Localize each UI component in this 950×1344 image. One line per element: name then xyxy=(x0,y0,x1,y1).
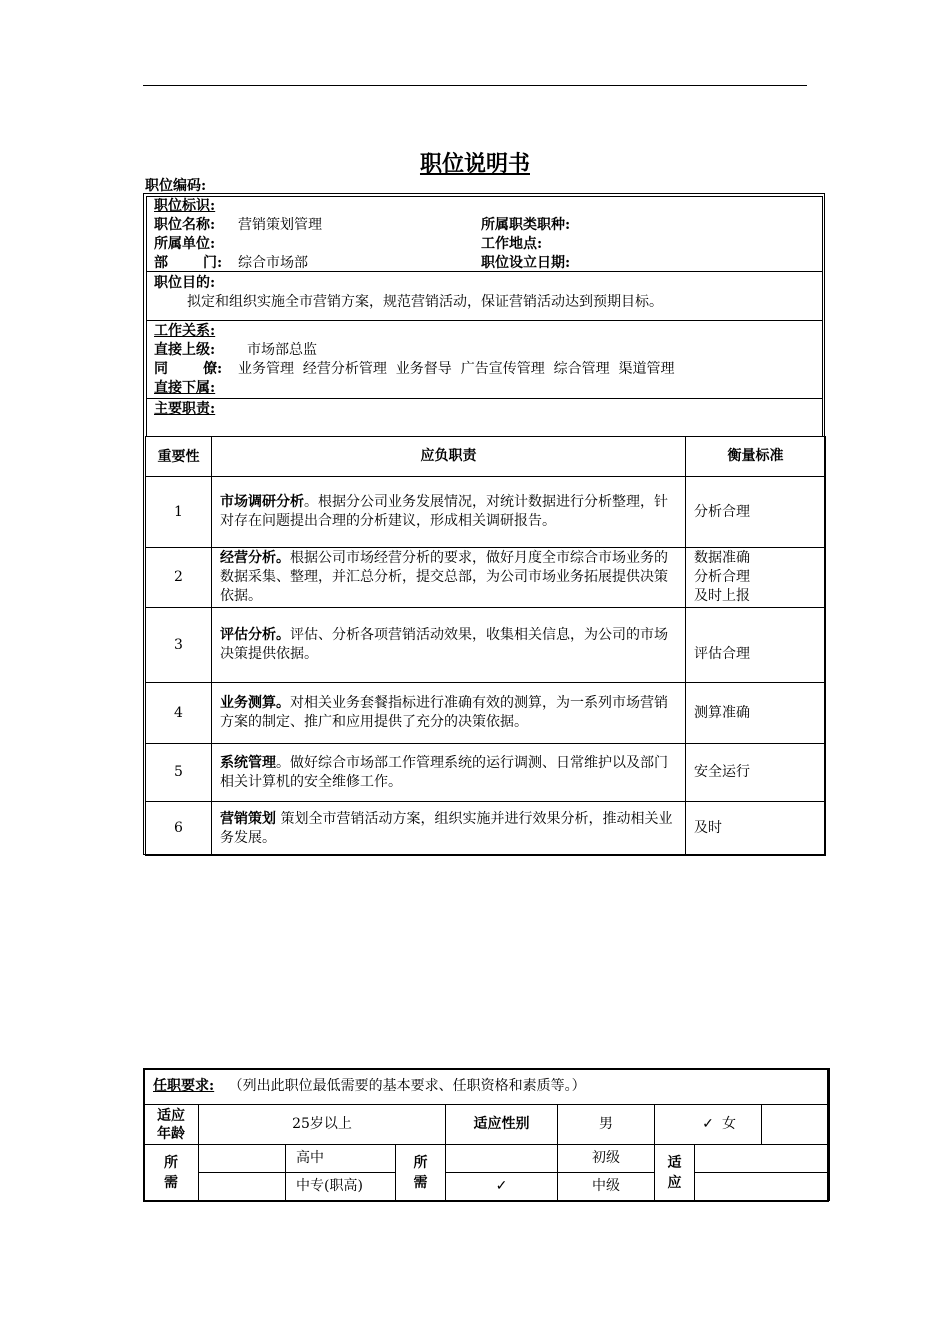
row-number: 3 xyxy=(146,608,212,683)
duty-lead: 评估分析。 xyxy=(220,627,290,643)
relations-label: 工作关系: xyxy=(154,323,216,339)
header-importance: 重要性 xyxy=(146,437,212,477)
duties-label: 主要职责: xyxy=(154,401,216,417)
superior-label: 直接上级: xyxy=(154,342,216,358)
row-number: 4 xyxy=(146,683,212,744)
level-middle: 中级 xyxy=(558,1173,655,1201)
duty-lead: 系统管理 xyxy=(220,754,276,771)
duty-cell xyxy=(212,608,686,683)
duty-cell xyxy=(212,548,686,608)
purpose-text: 拟定和组织实施全市营销方案，规范营销活动，保证营销活动达到预期目标。 xyxy=(187,294,663,310)
unit-label: 所属单位: xyxy=(154,236,216,252)
duty-text: 策划全市营销活动方案，组织实施并进行效果分析，推动相关业务发展。 xyxy=(220,810,673,846)
duty-lead: 营销策划 xyxy=(220,810,276,827)
subordinate-label: 直接下属: xyxy=(154,380,216,396)
duty-lead: 经营分析。 xyxy=(220,550,290,566)
standard-cell: 测算准确 xyxy=(686,683,826,744)
requirements-label: 任职要求: xyxy=(153,1078,215,1094)
age-label: 适应年龄 xyxy=(144,1105,199,1145)
requirements-note: （列出此职位最低需要的基本要求、任职资格和素质等。） xyxy=(228,1078,586,1094)
standard-cell: 评估合理 xyxy=(686,608,826,683)
female-label: 女 xyxy=(762,1105,830,1145)
duty-cell xyxy=(212,477,686,548)
suitable-label: 适应 xyxy=(655,1145,695,1201)
table-row xyxy=(146,802,826,856)
inner-left-border xyxy=(146,196,147,436)
needed-label-1: 所需 xyxy=(144,1145,199,1201)
table-row xyxy=(146,608,826,683)
divider-purpose xyxy=(146,320,822,321)
duty-text: 。做好综合市场部工作管理系统的运行调测、日常维护以及部门相关计算机的安全维修工作。 xyxy=(220,754,668,790)
standard-cell: 安全运行 xyxy=(686,744,826,802)
level-check: ✓ xyxy=(446,1173,558,1201)
header-standard: 衡量标准 xyxy=(686,437,826,477)
edu-high: 高中 xyxy=(286,1145,396,1173)
row-number: 2 xyxy=(146,548,212,608)
age-value: 25岁以上 xyxy=(199,1105,446,1145)
page-title: 职位说明书 xyxy=(419,151,530,177)
standard-cell: 分析合理 xyxy=(686,477,826,548)
duty-lead: 业务测算。 xyxy=(220,695,290,711)
header-duty: 应负职责 xyxy=(212,437,686,477)
gender-label: 适应性别 xyxy=(446,1105,558,1145)
standard-cell: 数据准确 分析合理 及时上报 xyxy=(686,548,826,608)
duty-text: 对相关业务套餐指标进行准确有效的测算，为一系列市场营销方案的制定、推广和应用提供了充分的决策依据。 xyxy=(220,695,668,730)
row-number: 1 xyxy=(146,477,212,548)
table-row xyxy=(146,548,826,608)
needed-label-2: 所需 xyxy=(396,1145,446,1201)
requirements-header-cell xyxy=(144,1069,830,1105)
empty-cell xyxy=(695,1173,830,1201)
table-row xyxy=(146,477,826,548)
edu-vocational: 中专(职高) xyxy=(286,1173,396,1201)
work-location-label: 工作地点: xyxy=(481,236,543,252)
superior-value: 市场部总监 xyxy=(247,342,317,358)
peers-label-part1: 同 xyxy=(154,361,168,377)
table-row xyxy=(146,683,826,744)
empty-cell xyxy=(199,1145,286,1173)
department-label-part1: 部 xyxy=(154,255,168,271)
purpose-label: 职位目的: xyxy=(154,275,216,291)
male-label: 男 xyxy=(558,1105,655,1145)
peers-label-part2: 僚: xyxy=(203,361,223,377)
peers-value: 业务管理 经营分析管理 业务督导 广告宣传管理 综合管理 渠道管理 xyxy=(238,361,675,377)
department-label-part2: 门: xyxy=(203,255,223,271)
standard-cell: 及时 xyxy=(686,802,826,856)
divider-relations xyxy=(146,398,822,399)
duty-cell xyxy=(212,802,686,856)
duties-header-row xyxy=(146,437,826,477)
established-date-label: 职位设立日期: xyxy=(481,255,571,271)
row-number: 5 xyxy=(146,744,212,802)
department-value: 综合市场部 xyxy=(238,255,308,271)
male-check: ✓ xyxy=(655,1105,762,1145)
row-number: 6 xyxy=(146,802,212,856)
position-name-value: 营销策划管理 xyxy=(238,217,322,233)
identity-section-label: 职位标识: xyxy=(154,198,216,214)
duties-table xyxy=(145,436,826,856)
inner-right-border xyxy=(822,196,823,436)
requirements-table xyxy=(143,1068,830,1201)
level-junior: 初级 xyxy=(558,1145,655,1173)
empty-cell xyxy=(446,1145,558,1173)
table-row xyxy=(146,744,826,802)
education-row-2 xyxy=(144,1173,830,1201)
age-gender-row xyxy=(144,1105,830,1145)
duty-text: 评估、分析各项营销活动效果，收集相关信息，为公司的市场决策提供依据。 xyxy=(220,627,668,662)
duty-text: 根据公司市场经营分析的要求，做好月度全市综合市场业务的数据采集、整理，并汇总分析，提交总部，为公司市场业务拓展提供决策依据。 xyxy=(220,550,668,604)
empty-cell xyxy=(199,1173,286,1201)
position-code-label: 职位编码: xyxy=(145,178,207,194)
requirements-header-row xyxy=(144,1069,830,1105)
duty-lead: 市场调研分析 xyxy=(220,494,304,510)
position-name-label: 职位名称: xyxy=(154,217,216,233)
header-rule xyxy=(143,85,807,86)
duty-text: 。根据分公司业务发展情况，对统计数据进行分析整理，针对存在问题提出合理的分析建议，形成相关调研报告。 xyxy=(220,494,668,529)
empty-cell xyxy=(695,1145,830,1173)
position-category-label: 所属职类职种: xyxy=(481,217,571,233)
education-row-1 xyxy=(144,1145,830,1173)
duty-cell xyxy=(212,744,686,802)
duty-cell xyxy=(212,683,686,744)
inner-top-border xyxy=(146,196,822,197)
